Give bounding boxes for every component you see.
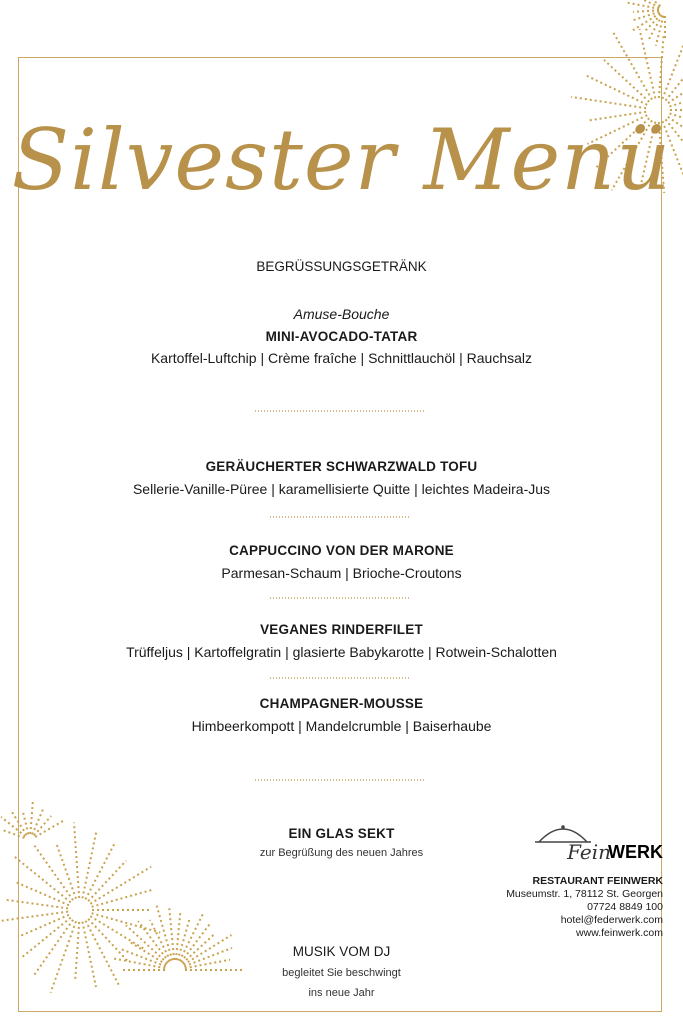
logo-bold-text: WERK (608, 842, 663, 862)
dj-name: MUSIK VOM DJ (292, 944, 391, 959)
dj-line-1: begleitet Sie beschwingt (282, 967, 401, 979)
gold-divider (250, 407, 430, 415)
course-1-name: GERÄUCHERTER SCHWARZWALD TOFU (205, 459, 478, 474)
restaurant-address: Museumstr. 1, 78112 St. Georgen (506, 888, 663, 900)
sekt-desc: zur Begrüßung des neuen Jahres (259, 847, 424, 859)
course-2-name: CAPPUCCINO VON DER MARONE (229, 543, 454, 558)
gold-divider (250, 776, 430, 784)
course-4-desc: Himbeerkompott | Mandelcrumble | Baiserhaube (191, 718, 492, 734)
course-1-desc: Sellerie-Vanille-Püree | karamellisierte Quitte | leichtes Madeira-Jus (132, 481, 551, 497)
restaurant-email: hotel@federwerk.com (560, 914, 663, 926)
sekt-name: EIN GLAS SEKT (288, 826, 395, 841)
logo-script-text: Fein (567, 840, 611, 864)
course-3-desc: Trüffeljus | Kartoffelgratin | glasierte Babykarotte | Rotwein-Schalotten (126, 644, 557, 660)
course-4-name: CHAMPAGNER-MOUSSE (259, 696, 424, 711)
gold-divider (250, 513, 430, 521)
restaurant-logo (483, 822, 663, 866)
welcome-drink: BEGRÜSSUNGSGETRÄNK (256, 259, 427, 274)
restaurant-phone: 07724 8849 100 (587, 901, 663, 913)
gold-divider (250, 674, 430, 682)
gold-divider (250, 594, 430, 602)
menu-title: Silvester Menü (11, 111, 672, 209)
restaurant-name: RESTAURANT FEINWERK (532, 875, 663, 887)
amuse-name: MINI-AVOCADO-TATAR (265, 329, 418, 344)
fireworks-bottom-left-decoration (0, 780, 250, 1020)
amuse-desc: Kartoffel-Luftchip | Crème fraîche | Schnittlauchöl | Rauchsalz (150, 350, 533, 366)
restaurant-web: www.feinwerk.com (576, 927, 663, 939)
dj-line-2: ins neue Jahr (308, 987, 375, 999)
course-2-desc: Parmesan-Schaum | Brioche-Croutons (221, 565, 462, 581)
amuse-label: Amuse-Bouche (293, 306, 390, 322)
restaurant-contact-block (483, 822, 663, 940)
course-3-name: VEGANES RINDERFILET (260, 622, 423, 637)
